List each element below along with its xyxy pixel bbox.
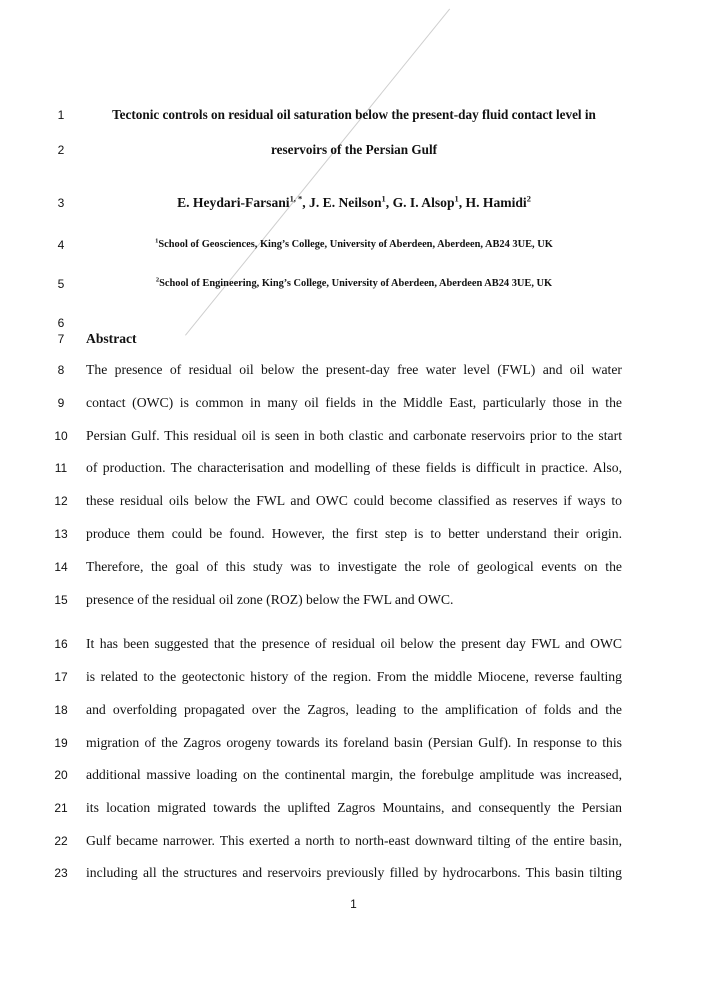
abstract-line: its location migrated towards the uplifted Zagros Mountains, and consequently the Persian [86,800,622,815]
abstract-line: The presence of residual oil below the present-day free water level (FWL) and oil water [86,362,622,377]
author-affiliation-mark: 2 [526,193,531,204]
line-number: 5 [57,277,65,291]
abstract-line: produce them could be found. However, the first step is to better understand their origin. [86,526,622,541]
line-number: 19 [54,736,68,750]
abstract-line: It has been suggested that the presence of residual oil below the present day FWL and OWC [86,636,622,651]
author-name: , J. E. Neilson [302,195,382,210]
abstract-line: including all the structures and reservoirs previously filled by hydrocarbons. This basin tilting [86,865,622,880]
author-list [86,195,622,211]
line-number: 3 [57,196,65,210]
abstract-heading: Abstract [86,331,137,346]
affiliation-text: School of Engineering, King’s College, University of Aberdeen, Aberdeen AB24 3UE, UK [159,278,553,289]
line-number: 17 [54,670,68,684]
author-name: , H. Hamidi [458,195,527,210]
line-number: 13 [54,527,68,541]
abstract-line: presence of the residual oil zone (ROZ) below the FWL and OWC. [86,592,454,607]
abstract-line: additional massive loading on the continental margin, the forebulge amplitude was increased, [86,767,622,782]
abstract-line: Therefore, the goal of this study was to investigate the role of geological events on the [86,559,622,574]
line-number: 18 [54,703,68,717]
paper-title-line-1: Tectonic controls on residual oil saturation below the present-day fluid contact level in [112,107,596,122]
line-number: 21 [54,801,68,815]
author-affiliation-mark: 1, * [289,193,303,204]
line-number: 11 [54,461,68,475]
abstract-line: Persian Gulf. This residual oil is seen in both clastic and carbonate reservoirs prior to the start [86,428,622,443]
abstract-line: Gulf became narrower. This exerted a north to north-east downward tilting of the entire basin, [86,833,622,848]
author-name: E. Heydari-Farsani [177,195,290,210]
author-name: , G. I. Alsop [385,195,455,210]
line-number: 20 [54,768,68,782]
line-number: 2 [57,143,65,157]
page-number: 1 [350,897,357,911]
affiliation-1 [86,239,622,250]
affiliation-text: School of Geosciences, King’s College, University of Aberdeen, Aberdeen, AB24 3UE, UK [158,239,553,250]
author-affiliation-mark: 1 [381,193,386,204]
line-number: 12 [54,494,68,508]
line-number: 1 [57,108,65,122]
line-number: 23 [54,866,68,880]
affiliation-2 [86,278,622,289]
abstract-line: contact (OWC) is common in many oil fields in the Middle East, particularly those in the [86,395,622,410]
line-number: 16 [54,637,68,651]
abstract-line: of production. The characterisation and modelling of these fields is difficult in practice. Also, [86,460,622,475]
line-number: 9 [57,396,65,410]
affiliation-mark: 1 [155,237,159,245]
line-number: 6 [57,316,65,330]
line-number: 14 [54,560,68,574]
abstract-line: migration of the Zagros orogeny towards its foreland basin (Persian Gulf). In response to this [86,735,622,750]
abstract-line: is related to the geotectonic history of the region. From the middle Miocene, reverse faulting [86,669,622,684]
line-number: 4 [57,238,65,252]
line-number: 7 [57,332,65,346]
abstract-line: these residual oils below the FWL and OWC could become classified as reserves if ways to [86,493,622,508]
line-number: 22 [54,834,68,848]
paper-title-line-2: reservoirs of the Persian Gulf [270,142,438,157]
line-number: 8 [57,363,65,377]
affiliation-mark: 2 [155,276,160,284]
line-number: 15 [54,593,68,607]
author-affiliation-mark: 1 [454,193,459,204]
abstract-line: and overfolding propagated over the Zagros, leading to the amplification of folds and the [86,702,622,717]
line-number: 10 [54,429,68,443]
